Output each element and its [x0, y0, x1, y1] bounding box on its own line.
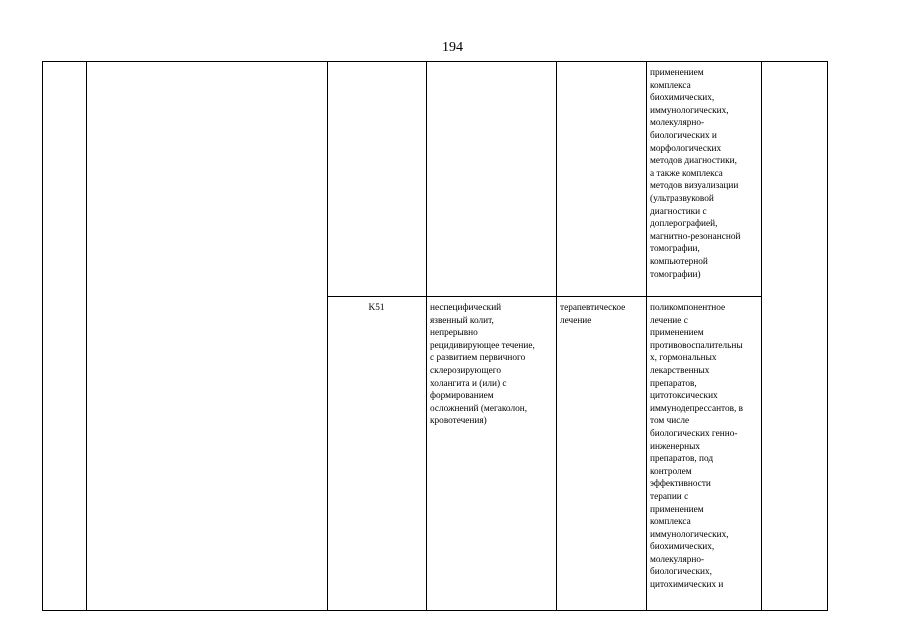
column-divider-5	[646, 61, 647, 611]
method-cell-continued: применением комплекса биохимических, иммунологических, молекулярно- биологических и морфологических методов диагностики, а также комплекса методов визуализации (ультразвуковой диагностики с доплерографией, магнитно-резонансной томографии, компьютерной томографии)	[650, 68, 741, 280]
column-divider-4	[556, 61, 557, 611]
column-divider-6	[761, 61, 762, 611]
column-divider-2	[327, 61, 328, 611]
patient-model-cell: неспецифический язвенный колит, непрерывно рецидивирующее течение, с развитием первичного склерозирующего холангита и (или) с формированием осложнений (мегаколон, кровотечения)	[430, 303, 535, 427]
page-number: 194	[442, 40, 463, 55]
column-divider-1	[86, 61, 87, 611]
treatment-type-cell: терапевтическое лечение	[560, 303, 626, 326]
row-divider	[327, 296, 761, 297]
icd-code-cell: K51	[368, 303, 385, 313]
treatment-method-cell: поликомпонентное лечение с применением противовоспалительны х, гормональных лекарственных препаратов, цитотоксических иммунодепрессантов, в том числе биологических генно- инженерных препаратов, под контролем эффективности терапии с применением комплекса иммунологических, биохимических, молекулярно- биологических, цитохимических и	[650, 303, 744, 591]
column-divider-3	[426, 61, 427, 611]
